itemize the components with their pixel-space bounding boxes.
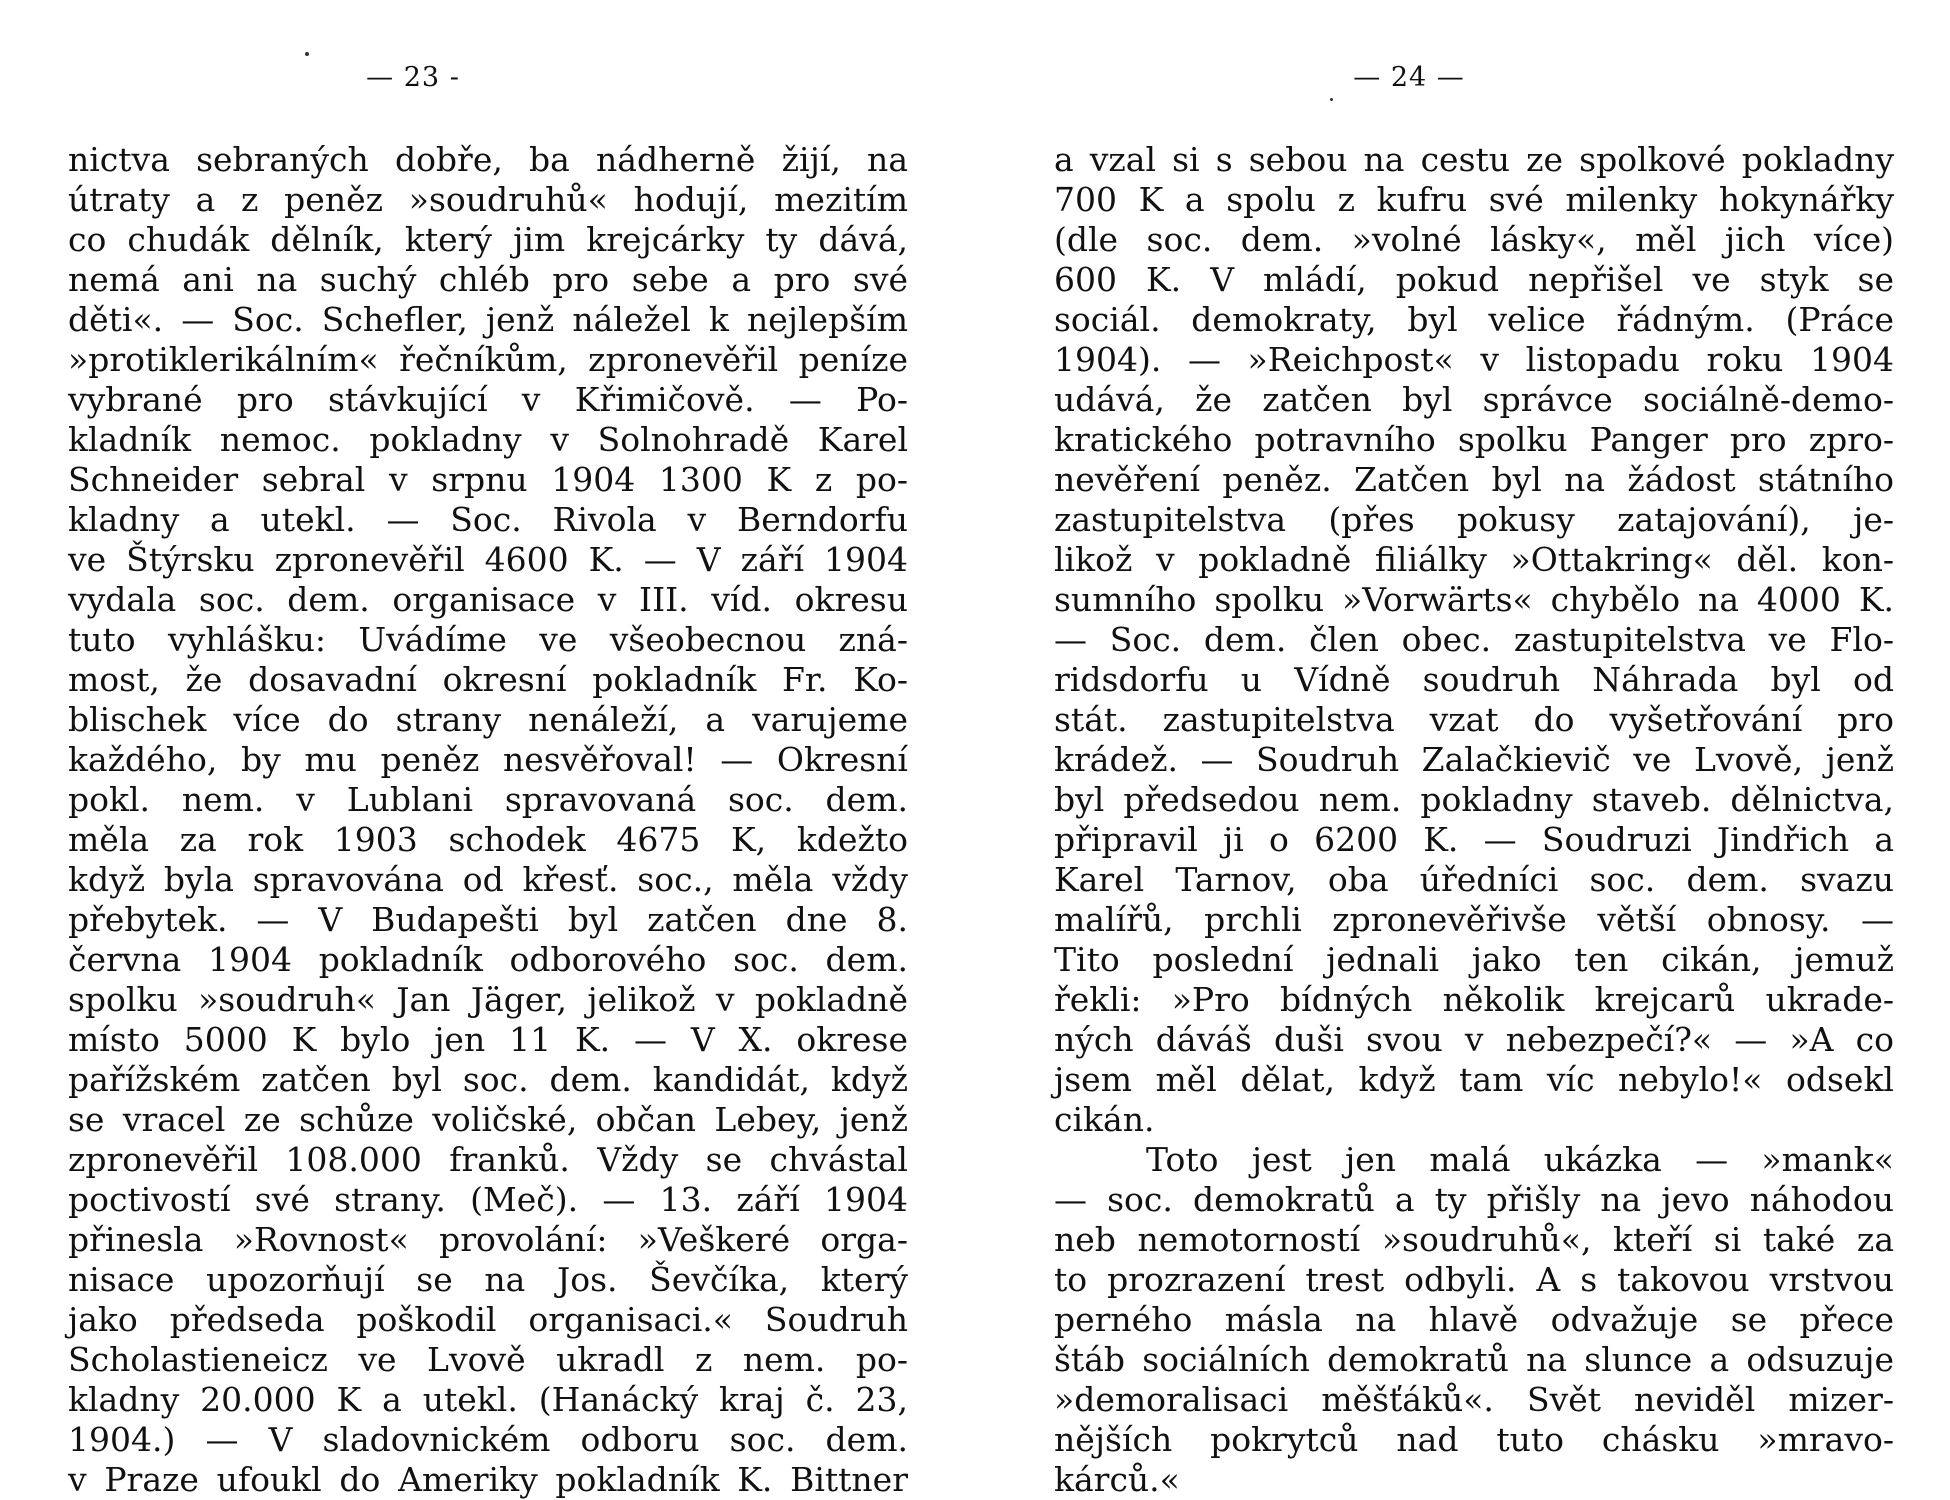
text-line: se vracel ze schůze voličské, občan Lebey, jenž	[68, 1100, 908, 1139]
text-line: 1904). — »Reichpost« v listopadu roku 1904	[1054, 340, 1894, 379]
text-line: přinesla »Rovnost« provolání: »Veškeré orga-	[68, 1220, 908, 1259]
text-line: (dle soc. dem. »volné lásky«, měl jich více)	[1054, 220, 1894, 259]
text-line: poctivostí své strany. (Meč). — 13. září 1904	[68, 1180, 908, 1219]
text-line: kárců.«	[1054, 1460, 1180, 1499]
text-line: Karel Tarnov, oba úředníci soc. dem. svazu	[1054, 860, 1894, 899]
text-line: každého, by mu peněz nesvěřoval! — Okresní	[68, 740, 908, 779]
text-line: děti«. — Soc. Schefler, jenž náležel k nejlepším	[68, 300, 908, 339]
page-number: — 23 -	[366, 62, 460, 93]
text-line: když byla spravována od křesť. soc., měla vždy	[68, 860, 908, 899]
text-line: jako předseda poškodil organisaci.« Soudruh	[68, 1300, 908, 1339]
text-line: jsem měl dělat, když tam víc nebylo!« odsekl	[1054, 1060, 1894, 1099]
text-line: »protiklerikálním« řečníkům, zpronevěřil peníze	[68, 340, 908, 379]
text-line: blischek více do strany nenáleží, a varujeme	[68, 700, 908, 739]
text-line: připravil ji o 6200 K. — Soudruzi Jindřich a	[1054, 820, 1894, 859]
text-line: řekli: »Pro bídných několik krejcarů ukrade-	[1054, 980, 1894, 1019]
text-line: sociál. demokraty, byl velice řádným. (Práce	[1054, 300, 1894, 339]
text-line: krádež. — Soudruh Zalačkievič ve Lvově, jenž	[1054, 740, 1894, 779]
text-line: most, že dosavadní okresní pokladník Fr. Ko-	[68, 660, 908, 699]
text-line: Tito poslední jednali jako ten cikán, jemuž	[1054, 940, 1894, 979]
text-line: a vzal si s sebou na cestu ze spolkové pokladny	[1054, 140, 1894, 179]
text-line: nemá ani na suchý chléb pro sebe a pro své	[68, 260, 908, 299]
text-line: byl předsedou nem. pokladny staveb. dělnictva,	[1054, 780, 1894, 819]
text-line: vybrané pro stávkující v Křimičově. — Po-	[68, 380, 908, 419]
text-line: kratického potravního spolku Panger pro zpro-	[1054, 420, 1894, 459]
text-line: vydala soc. dem. organisace v III. víd. okresu	[68, 580, 908, 619]
right-page	[1054, 0, 1904, 1500]
text-line: místo 5000 K bylo jen 11 K. — V X. okrese	[68, 1020, 908, 1059]
page-number: — 24 —	[1353, 62, 1465, 93]
text-line: perného másla na hlavě odvažuje se přece	[1054, 1300, 1894, 1339]
text-line: cikán.	[1054, 1100, 1155, 1139]
text-line: udává, že zatčen byl správce sociálně-demo-	[1054, 380, 1894, 419]
text-line: měla za rok 1903 schodek 4675 K, kdežto	[68, 820, 908, 859]
text-column	[1054, 140, 1894, 1500]
text-line: pařížském zatčen byl soc. dem. kandidát, když	[68, 1060, 908, 1099]
text-line: kladník nemoc. pokladny v Solnohradě Karel	[68, 420, 908, 459]
text-line: Scholastieneicz ve Lvově ukradl z nem. po-	[68, 1340, 908, 1379]
left-page	[68, 0, 918, 1500]
text-line: to prozrazení trest odbyli. A s takovou vrstvou	[1054, 1260, 1894, 1299]
text-line: přebytek. — V Budapešti byl zatčen dne 8.	[68, 900, 908, 939]
text-line: 700 K a spolu z kufru své milenky hokynářky	[1054, 180, 1894, 219]
text-line: sumního spolku »Vorwärts« chybělo na 4000 K.	[1054, 580, 1894, 619]
text-line: zpronevěřil 108.000 franků. Vždy se chvástal	[68, 1140, 908, 1179]
text-line: štáb sociálních demokratů na slunce a odsuzuje	[1054, 1340, 1894, 1379]
text-column	[68, 140, 908, 1500]
text-line: neb nemotorností »soudruhů«, kteří si také za	[1054, 1220, 1894, 1259]
text-line: likož v pokladně filiálky »Ottakring« děl. kon-	[1054, 540, 1894, 579]
text-line: — soc. demokratů a ty přišly na jevo náhodou	[1054, 1180, 1894, 1219]
text-line: ve Štýrsku zpronevěřil 4600 K. — V září 1904	[68, 540, 908, 579]
text-line: Schneider sebral v srpnu 1904 1300 K z po-	[68, 460, 908, 499]
text-line: »demoralisaci měšťáků«. Svět neviděl mizer-	[1054, 1380, 1894, 1419]
text-line: zastupitelstva (přes pokusy zatajování), je-	[1054, 500, 1894, 539]
text-line: co chudák dělník, který jim krejcárky ty dává,	[68, 220, 908, 259]
text-line: 1904.) — V sladovnickém odboru soc. dem.	[68, 1420, 908, 1459]
text-line: spolku »soudruh« Jan Jäger, jelikož v pokladně	[68, 980, 908, 1019]
text-line: malířů, prchli zpronevěřivše větší obnosy. —	[1054, 900, 1894, 939]
text-line: v Praze ufoukl do Ameriky pokladník K. Bittner	[68, 1460, 908, 1499]
text-line: nictva sebraných dobře, ba nádherně žijí, na	[68, 140, 908, 179]
text-line: pokl. nem. v Lublani spravovaná soc. dem.	[68, 780, 908, 819]
text-line: nějších pokrytců nad tuto chásku »mravo-	[1054, 1420, 1894, 1459]
text-line: Toto jest jen malá ukázka — »mank«	[1146, 1140, 1894, 1179]
text-line: června 1904 pokladník odborového soc. dem.	[68, 940, 908, 979]
text-line: tuto vyhlášku: Uvádíme ve všeobecnou zná-	[68, 620, 908, 659]
text-line: — Soc. dem. člen obec. zastupitelstva ve Flo-	[1054, 620, 1894, 659]
text-line: ných dáváš duši svou v nebezpečí?« — »A co	[1054, 1020, 1894, 1059]
text-line: útraty a z peněz »soudruhů« hodují, mezitím	[68, 180, 908, 219]
text-line: stát. zastupitelstva vzat do vyšetřování pro	[1054, 700, 1894, 739]
text-line: nisace upozorňují se na Jos. Ševčíka, který	[68, 1260, 908, 1299]
print-speck	[1330, 98, 1333, 101]
text-line: kladny 20.000 K a utekl. (Hanácký kraj č. 23,	[68, 1380, 908, 1419]
text-line: kladny a utekl. — Soc. Rivola v Berndorfu	[68, 500, 908, 539]
text-line: 600 K. V mládí, pokud nepřišel ve styk se	[1054, 260, 1894, 299]
print-speck	[305, 52, 309, 56]
text-line: ridsdorfu u Vídně soudruh Náhrada byl od	[1054, 660, 1894, 699]
text-line: nevěření peněz. Zatčen byl na žádost státního	[1054, 460, 1894, 499]
